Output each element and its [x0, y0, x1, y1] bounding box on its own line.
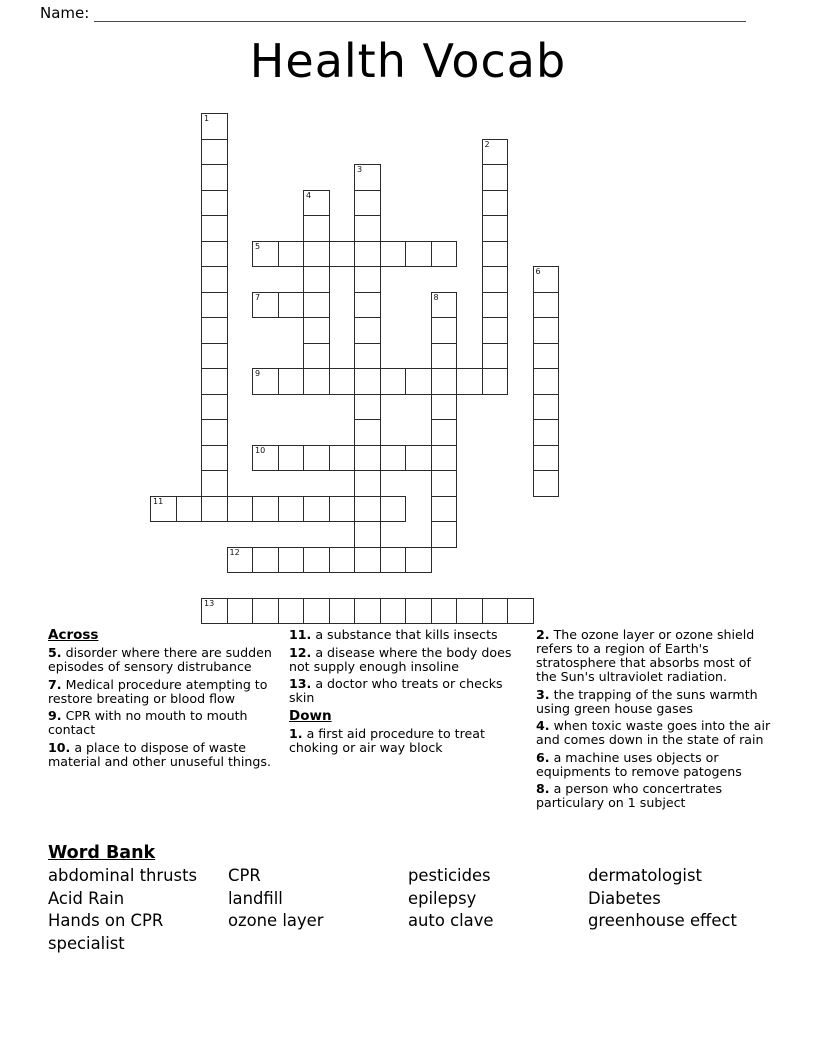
crossword-cell — [303, 292, 330, 319]
crossword-cell — [303, 496, 330, 523]
word-bank-item: ozone layer — [228, 911, 324, 931]
clue-text: a machine uses objects or equipments to remove patogens — [536, 749, 742, 779]
crossword-cell — [482, 139, 509, 166]
crossword-cell — [303, 445, 330, 472]
crossword-cell — [303, 547, 330, 574]
clue-item — [536, 688, 772, 716]
clue-number: 7. — [48, 676, 62, 692]
word-bank-item: abdominal thrusts — [48, 866, 198, 885]
clue-number: 4. — [536, 718, 550, 733]
crossword-cell — [252, 547, 279, 574]
clue-number-label: 3 — [357, 165, 363, 174]
crossword-cell — [354, 368, 381, 395]
crossword-cell — [431, 445, 458, 472]
clue-number: 3. — [536, 686, 550, 702]
crossword-cell — [533, 266, 560, 293]
crossword-cell — [482, 343, 509, 370]
name-label: Name: — [40, 4, 90, 22]
crossword-cell — [405, 368, 432, 395]
crossword-cell — [354, 215, 381, 242]
crossword-cell — [354, 317, 381, 344]
crossword-cell — [252, 598, 279, 625]
crossword-cell — [252, 368, 279, 395]
crossword-cell — [329, 368, 356, 395]
word-bank-item: specialist — [48, 933, 125, 953]
clue-text: The ozone layer or ozone shield refers to a region of Earth's stratosphere that absorbs most of the Sun's ultraviolet radiation. — [536, 627, 755, 684]
clue-item — [536, 782, 772, 810]
clue-number-label: 1 — [204, 114, 210, 123]
crossword-cell — [303, 215, 330, 242]
clue-item — [289, 628, 525, 642]
crossword-cell — [252, 445, 279, 472]
crossword-cell — [533, 419, 560, 446]
crossword-cell — [405, 598, 432, 625]
clue-number-label: 7 — [255, 292, 261, 302]
name-row — [40, 4, 746, 22]
crossword-cell — [431, 496, 458, 523]
crossword-cell — [354, 292, 381, 319]
clue-column — [536, 628, 772, 814]
crossword-cell — [482, 215, 509, 242]
clue-item — [289, 727, 525, 755]
crossword-cell — [354, 445, 381, 472]
crossword-cell — [456, 598, 483, 625]
crossword-cell — [329, 547, 356, 574]
clue-number: 6. — [536, 749, 550, 765]
crossword-cell — [431, 419, 458, 446]
crossword-cell — [201, 215, 228, 242]
crossword-cell — [354, 164, 381, 191]
clue-number: 1. — [289, 725, 303, 741]
crossword-cell — [431, 368, 458, 395]
word-bank-item: landfill — [228, 888, 283, 908]
clue-number-label: 4 — [306, 190, 312, 200]
crossword-cell — [201, 394, 228, 421]
crossword-cell — [482, 598, 509, 625]
crossword-cell — [278, 368, 305, 395]
crossword-cell — [482, 190, 509, 217]
crossword-cell — [533, 292, 560, 319]
clue-item — [48, 709, 284, 737]
crossword-cell — [431, 292, 458, 319]
crossword-cell — [278, 496, 305, 523]
clue-text: a place to dispose of waste material and other unuseful things. — [48, 739, 271, 769]
crossword-cell — [227, 598, 254, 625]
clue-number: 2. — [536, 627, 550, 642]
crossword-cell — [482, 164, 509, 191]
clue-number: 9. — [48, 708, 62, 723]
clue-number-label: 9 — [255, 369, 261, 378]
crossword-cell — [201, 317, 228, 344]
crossword-cell — [329, 496, 356, 523]
crossword-cell — [354, 266, 381, 293]
word-bank-item: Acid Rain — [48, 888, 125, 908]
clue-item — [536, 719, 772, 747]
crossword-cell — [303, 598, 330, 625]
crossword-cell — [201, 368, 228, 395]
word-bank-list — [48, 866, 768, 956]
crossword-cell — [252, 292, 279, 319]
clue-text: CPR with no mouth to mouth contact — [48, 708, 248, 737]
crossword-cell — [380, 241, 407, 268]
crossword-cell — [482, 292, 509, 319]
crossword-cell — [431, 241, 458, 268]
crossword-cell — [533, 368, 560, 395]
crossword-cell — [354, 241, 381, 268]
crossword-cell — [303, 317, 330, 344]
word-bank-item: epilepsy — [408, 888, 477, 908]
crossword-cell — [201, 164, 228, 191]
crossword-cell — [380, 368, 407, 395]
clue-text: a doctor who treats or checks skin — [289, 676, 503, 705]
clue-text: a first aid procedure to treat choking or air way block — [289, 725, 485, 755]
across-heading: Across — [48, 627, 99, 643]
clue-item — [536, 751, 772, 779]
crossword-cell — [354, 419, 381, 446]
word-bank-heading: Word Bank — [48, 843, 156, 863]
clue-item — [536, 628, 772, 684]
word-bank-item: dermatologist — [588, 866, 702, 885]
clue-number: 5. — [48, 645, 62, 660]
crossword-cell — [354, 394, 381, 421]
word-bank-item: Hands on CPR — [48, 911, 164, 931]
clue-number-label: 11 — [153, 496, 164, 506]
crossword-cell — [482, 241, 509, 268]
crossword-cell — [201, 190, 228, 217]
name-fill-line — [94, 6, 746, 22]
crossword-cell — [201, 241, 228, 268]
crossword-cell — [431, 317, 458, 344]
crossword-cell — [380, 445, 407, 472]
crossword-cell — [252, 496, 279, 523]
crossword-cell — [380, 547, 407, 574]
crossword-cell — [329, 445, 356, 472]
crossword-cell — [278, 445, 305, 472]
clue-text: Medical procedure atempting to restore breating or blood flow — [48, 676, 268, 706]
crossword-cell — [354, 598, 381, 625]
crossword-cell — [303, 343, 330, 370]
crossword-cell — [303, 266, 330, 293]
crossword-cell — [201, 139, 228, 166]
clue-text: the trapping of the suns warmth using green house gases — [536, 686, 758, 716]
crossword-cell — [533, 317, 560, 344]
crossword-cell — [278, 547, 305, 574]
crossword-cell — [201, 470, 228, 497]
clue-text: a disease where the body does not supply enough insoline — [289, 644, 512, 674]
clue-number-label: 12 — [229, 547, 240, 557]
crossword-cell — [227, 496, 254, 523]
clue-text: disorder where there are sudden episodes of sensory distrubance — [48, 645, 272, 674]
clue-number: 12. — [289, 644, 312, 660]
crossword-cell — [329, 598, 356, 625]
clue-number-label: 2 — [484, 139, 490, 149]
crossword-cell — [201, 598, 228, 625]
crossword-cell — [201, 445, 228, 472]
clue-number-label: 5 — [255, 241, 261, 251]
crossword-cell — [431, 598, 458, 625]
crossword-cell — [303, 241, 330, 268]
crossword-cell — [354, 470, 381, 497]
crossword-cell — [150, 496, 177, 523]
clue-item — [289, 646, 525, 674]
clue-item — [48, 678, 284, 706]
crossword-cell — [201, 266, 228, 293]
crossword-cell — [278, 598, 305, 625]
clue-item — [48, 741, 284, 769]
crossword-cell — [303, 368, 330, 395]
clue-column — [48, 628, 284, 772]
crossword-cell — [201, 419, 228, 446]
crossword-cell — [329, 241, 356, 268]
crossword-cell — [533, 394, 560, 421]
crossword-cell — [201, 343, 228, 370]
crossword-cell — [482, 317, 509, 344]
clue-number-label: 13 — [204, 598, 215, 608]
down-heading: Down — [289, 707, 332, 724]
word-bank-item: CPR — [228, 866, 261, 885]
crossword-cell — [482, 368, 509, 395]
clue-column — [289, 628, 525, 758]
crossword-cell — [431, 521, 458, 548]
clue-number: 13. — [289, 676, 312, 691]
clue-number: 8. — [536, 781, 550, 796]
clue-number-label: 8 — [433, 292, 439, 302]
word-bank-item: pesticides — [408, 866, 491, 885]
crossword-cell — [380, 598, 407, 625]
crossword-cell — [533, 470, 560, 497]
crossword-cell — [380, 496, 407, 523]
clue-item — [48, 646, 284, 674]
crossword-cell — [431, 394, 458, 421]
crossword-cell — [456, 368, 483, 395]
crossword-cell — [354, 496, 381, 523]
clue-number: 11. — [289, 627, 312, 642]
crossword-cell — [431, 343, 458, 370]
clue-number-label: 10 — [255, 445, 266, 455]
crossword-cell — [278, 292, 305, 319]
crossword-cell — [354, 547, 381, 574]
clue-item — [289, 677, 525, 705]
crossword-cell — [431, 470, 458, 497]
word-bank-item: Diabetes — [588, 888, 661, 908]
crossword-cell — [405, 547, 432, 574]
crossword-cell — [354, 343, 381, 370]
crossword-cell — [533, 343, 560, 370]
clue-text: when toxic waste goes into the air and comes down in the state of rain — [536, 718, 771, 747]
crossword-cell — [201, 496, 228, 523]
crossword-cell — [405, 445, 432, 472]
crossword-cell — [176, 496, 203, 523]
clue-text: a substance that kills insects — [315, 627, 498, 642]
crossword-cell — [354, 190, 381, 217]
crossword-cell — [201, 113, 228, 140]
crossword-cell — [303, 190, 330, 217]
crossword-cell — [227, 547, 254, 574]
clue-number-label: 6 — [535, 267, 541, 276]
clue-text: a person who concertrates particulary on 1 subject — [536, 781, 723, 810]
crossword-cell — [278, 241, 305, 268]
clue-number: 10. — [48, 739, 71, 755]
crossword-cell — [354, 521, 381, 548]
crossword-cell — [201, 292, 228, 319]
word-bank-item: auto clave — [408, 911, 494, 931]
crossword-cell — [405, 241, 432, 268]
crossword-cell — [533, 445, 560, 472]
crossword-cell — [252, 241, 279, 268]
crossword-cell — [507, 598, 534, 625]
page-title: Health Vocab — [249, 34, 567, 88]
crossword-cell — [482, 266, 509, 293]
word-bank-item: greenhouse effect — [588, 911, 737, 931]
